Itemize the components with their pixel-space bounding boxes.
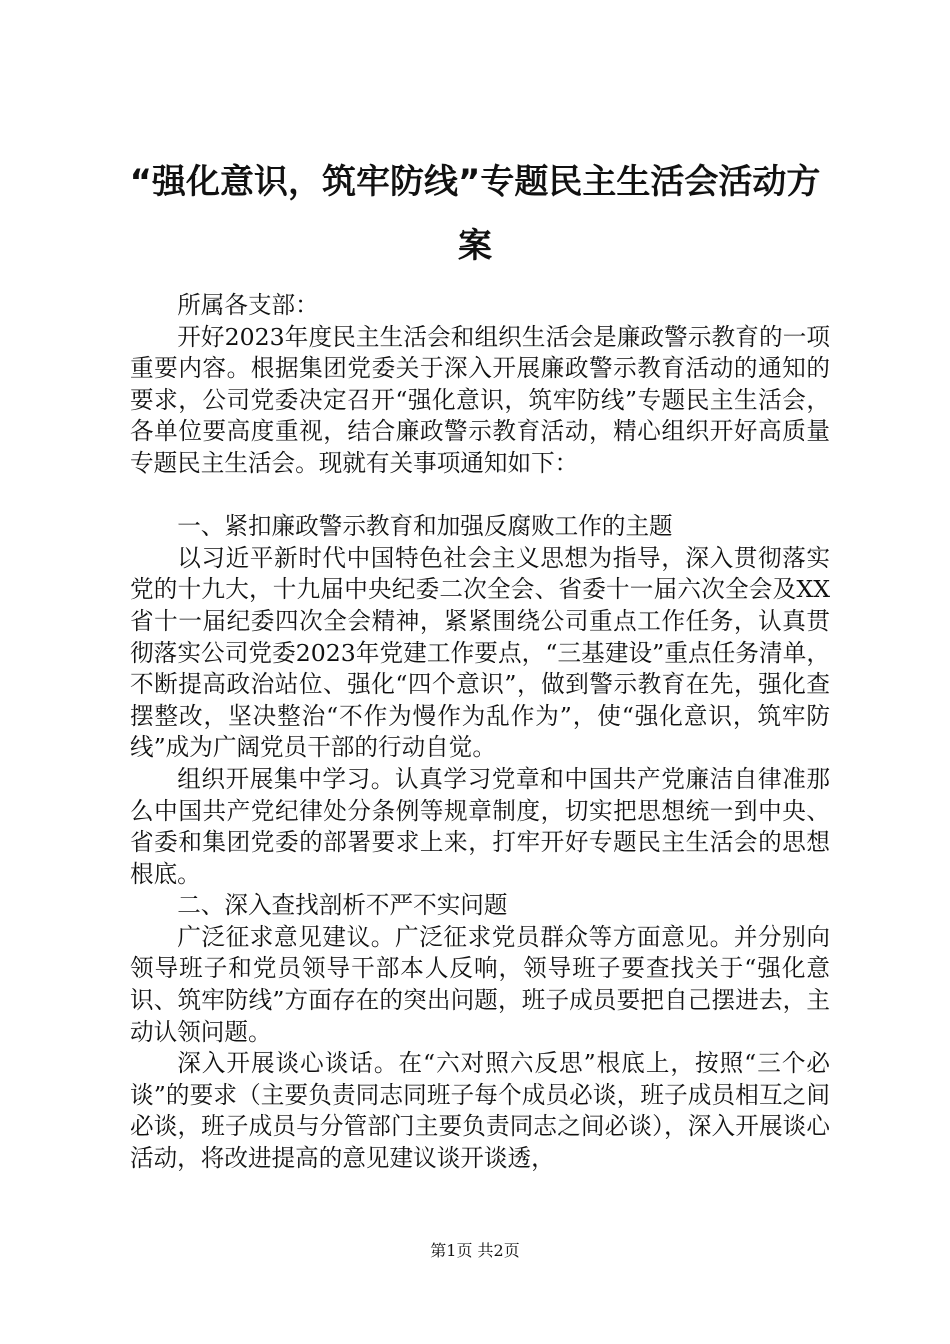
section-heading-1: 一、紧扣廉政警示教育和加强反腐败工作的主题 — [177, 512, 673, 541]
body-paragraph: 以习近平新时代中国特色社会主义思想为指导，深入贯彻落实党的十九大，十九届中央纪委二次全会、省委十一届六次全会及XX省十一届纪委四次全会精神，紧紧围绕公司重点工作任务，认真贯彻落实公司党委2023年党建工作要点，“三基建设”重点任务清单，不断提高政治站位、强化“四个意识”，做到警示教育在先，强化查摆整改，坚决整治“不作为慢作为乱作为”，使“强化意识，筑牢防线”成为广阔党员干部的行动自觉。 — [130, 543, 830, 762]
body-paragraph: 深入开展谈心谈话。在“六对照六反思”根底上，按照“三个必谈”的要求（主要负责同志同班子每个成员必谈，班子成员相互之间必谈，班子成员与分管部门主要负责同志之间必谈），深入开展谈心活动，将改进提高的意见建议谈开谈透， — [130, 1049, 830, 1173]
salutation: 所属各支部： — [177, 291, 319, 319]
body-paragraph: 广泛征求意见建议。广泛征求党员群众等方面意见。并分别向领导班子和党员领导干部本人反响，领导班子要查找关于“强化意识、筑牢防线”方面存在的突出问题，班子成员要把自己摆进去，主动认领问题。 — [130, 922, 830, 1046]
document-body — [130, 290, 830, 1175]
body-paragraph: 组织开展集中学习。认真学习党章和中国共产党廉洁自律准那么中国共产党纪律处分条例等规章制度，切实把思想统一到中央、省委和集团党委的部署要求上来，打牢开好专题民主生活会的思想根底。 — [130, 764, 830, 888]
intro-paragraph: 开好2023年度民主生活会和组织生活会是廉政警示教育的一项重要内容。根据集团党委关于深入开展廉政警示教育活动的通知的要求，公司党委决定召开“强化意识，筑牢防线”专题民主生活会，各单位要高度重视，结合廉政警示教育活动，精心组织开好高质量专题民主生活会。现就有关事项通知如下： — [130, 322, 830, 477]
document-title: “强化意识，筑牢防线”专题民主生活会活动方案 — [129, 162, 821, 266]
page-number: 第1页 共2页 — [430, 1241, 520, 1260]
section-heading-2: 二、深入查找剖析不严不实问题 — [177, 891, 508, 920]
